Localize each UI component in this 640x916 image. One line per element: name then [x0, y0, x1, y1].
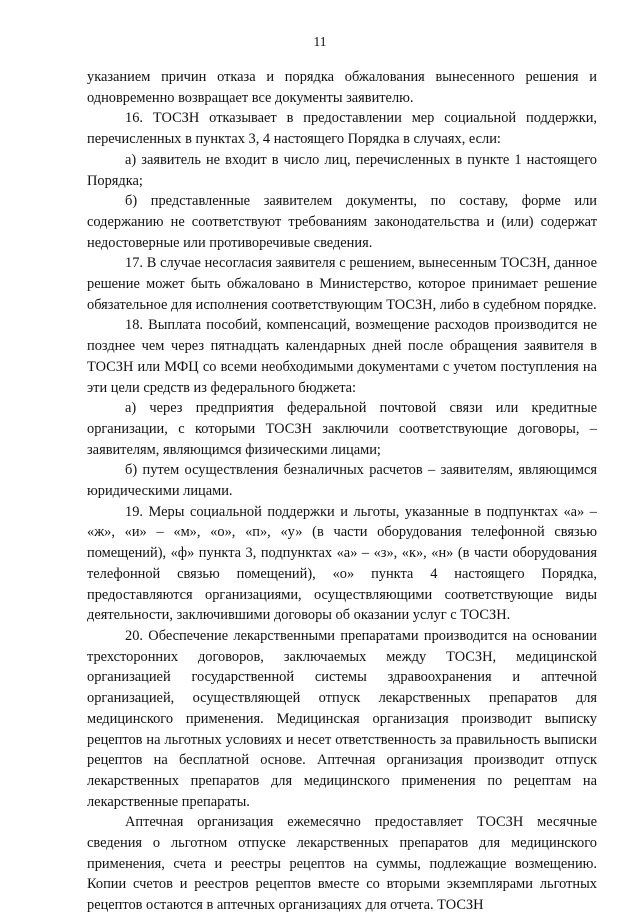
page-number: 11: [313, 34, 327, 49]
paragraph-item-19: 19. Меры социальной поддержки и льготы, указанные в подпунктах «а» – «ж», «и» – «м», «о», «п», «у» (в части оборудования телефонной связью помещений), «ф» пункта 3, подпунктах «а» – «з», «к», «н» (в части оборудования телефонной связью помещений), «о» пункта 4 настоящего Порядка, предоставляются организациями, осуществляющими соответствующие виды деятельности, заключившими договоры об оказании услуг с ТОСЗН.: [87, 503, 597, 624]
paragraph-item-18a: а) через предприятия федеральной почтовой связи или кредитные организации, с которыми ТОСЗН заключили соответствующие договоры, – заявителям, являющимся физическими лицами;: [87, 400, 597, 458]
paragraph-item-17: 17. В случае несогласия заявителя с решением, вынесенным ТОСЗН, данное решение может быть обжаловано в Министерство, которое принимает решение обязательное для исполнения соответствующим ТОСЗН, либо в судебном порядке.: [87, 255, 597, 313]
paragraph-item-18: 18. Выплата пособий, компенсаций, возмещение расходов производится не позднее чем через пятнадцать календарных дней после обращения заявителя в ТОСЗН или МФЦ со всеми необходимыми документами с учетом поступления на эти цели средств из федерального бюджета:: [87, 317, 597, 396]
paragraph-item-18b: б) путем осуществления безналичных расчетов – заявителям, являющимся юридическими лицами.: [87, 462, 597, 500]
paragraph-item-20: 20. Обеспечение лекарственными препаратами производится на основании трехсторонних договоров, заключаемых между ТОСЗН, медицинской организацией государственной системы здравоохранения и аптечной организацией, осуществляющей отпуск лекарственных препаратов для медицинского применения. Медицинская организация производит выписку рецептов на льготных условиях и несет ответственность за правильность выписки рецептов на бесплатной основе. Аптечная организация производит отпуск лекарственных препаратов для медицинского применения по рецептам на лекарственные препараты.: [87, 627, 597, 810]
paragraph-item-16a: а) заявитель не входит в число лиц, перечисленных в пункте 1 настоящего Порядка;: [87, 151, 597, 189]
document-body: [87, 67, 597, 916]
paragraph-item-16b: б) представленные заявителем документы, по составу, форме или содержанию не соответствуют требованиям законодательства и (или) содержат недостоверные или противоречивые сведения.: [87, 193, 597, 251]
paragraph-continuation: указанием причин отказа и порядка обжалования вынесенного решения и одновременно возвращает все документы заявителю.: [87, 69, 597, 106]
paragraph-pharmacy-reporting: Аптечная организация ежемесячно предоставляет ТОСЗН месячные сведения о льготном отпуске лекарственных препаратов для медицинского применения, счета и реестры рецептов на суммы, подлежащие возмещению. Копии счетов и реестров рецептов вместе со вторыми экземплярами льготных рецептов остаются в аптечных организациях для отчета. ТОСЗН: [87, 814, 597, 914]
paragraph-item-16: 16. ТОСЗН отказывает в предоставлении мер социальной поддержки, перечисленных в пунктах 3, 4 настоящего Порядка в случаях, если:: [87, 110, 597, 148]
